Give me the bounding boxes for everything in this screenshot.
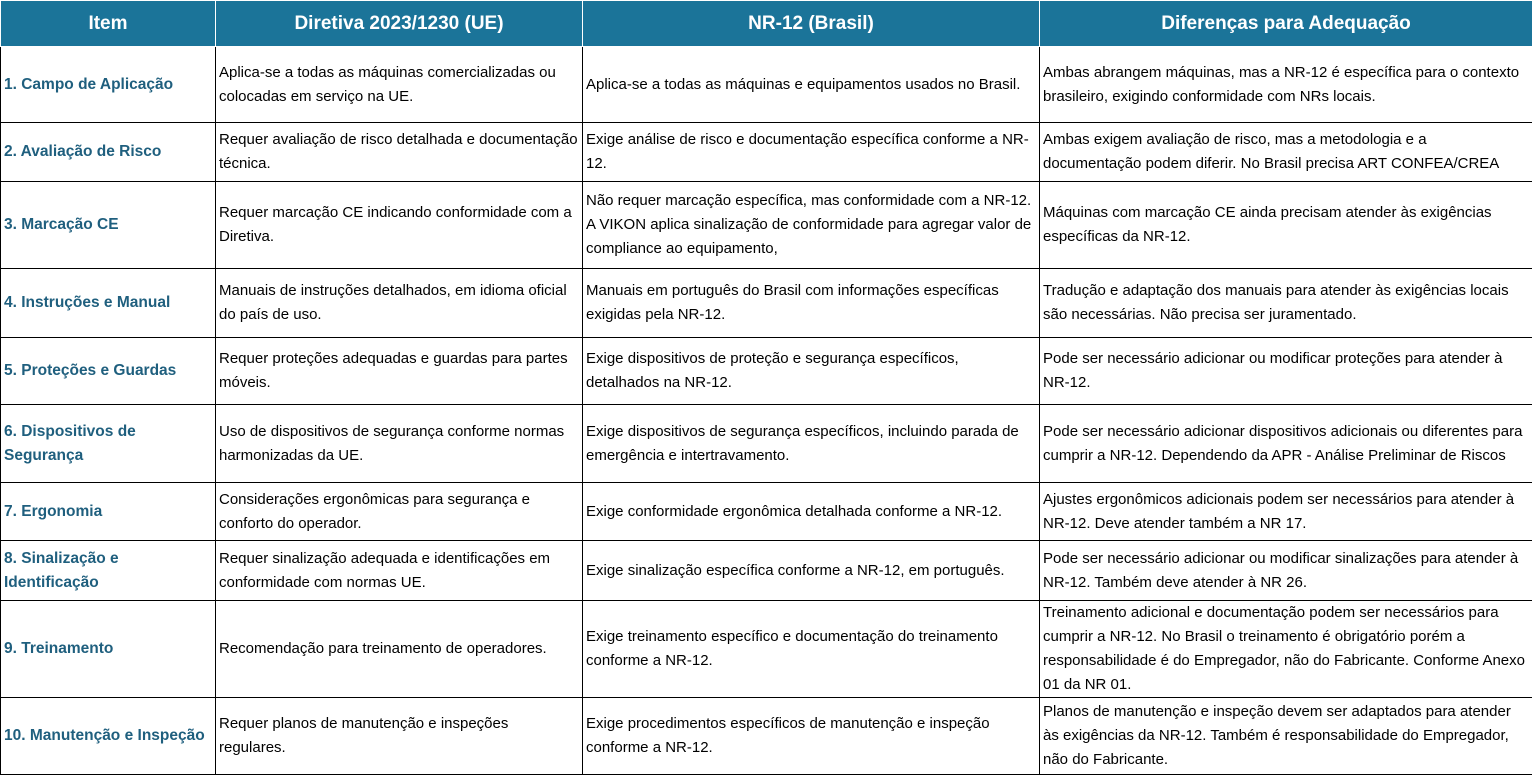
diretiva-cell: Uso de dispositivos de segurança conforme normas harmonizadas da UE. — [216, 405, 583, 483]
diretiva-cell: Requer marcação CE indicando conformidade com a Diretiva. — [216, 182, 583, 269]
diferencas-cell: Pode ser necessário adicionar ou modificar proteções para atender à NR-12. — [1040, 338, 1532, 405]
item-cell: 10. Manutenção e Inspeção — [1, 698, 216, 775]
nr12-cell: Exige treinamento específico e documentação do treinamento conforme a NR-12. — [583, 601, 1040, 698]
header-diretiva: Diretiva 2023/1230 (UE) — [216, 1, 583, 47]
table-row — [1, 541, 1532, 601]
nr12-cell: Exige sinalização específica conforme a NR-12, em português. — [583, 541, 1040, 601]
table-row — [1, 698, 1532, 775]
diferencas-cell: Tradução e adaptação dos manuais para atender às exigências locais são necessárias. Não precisa ser juramentado. — [1040, 269, 1532, 338]
item-cell: 6. Dispositivos de Segurança — [1, 405, 216, 483]
item-cell: 4. Instruções e Manual — [1, 269, 216, 338]
item-cell: 9. Treinamento — [1, 601, 216, 698]
diferencas-cell: Ajustes ergonômicos adicionais podem ser necessários para atender à NR-12. Deve atender também a NR 17. — [1040, 483, 1532, 541]
nr12-cell: Exige procedimentos específicos de manutenção e inspeção conforme a NR-12. — [583, 698, 1040, 775]
table-row — [1, 338, 1532, 405]
table-body — [1, 47, 1532, 775]
nr12-cell: Manuais em português do Brasil com informações específicas exigidas pela NR-12. — [583, 269, 1040, 338]
nr12-cell: Exige conformidade ergonômica detalhada conforme a NR-12. — [583, 483, 1040, 541]
item-cell: 2. Avaliação de Risco — [1, 123, 216, 182]
header-row — [1, 1, 1532, 47]
table-row — [1, 269, 1532, 338]
nr12-cell: Exige dispositivos de proteção e segurança específicos, detalhados na NR-12. — [583, 338, 1040, 405]
diretiva-cell: Considerações ergonômicas para segurança e conforto do operador. — [216, 483, 583, 541]
table-row — [1, 182, 1532, 269]
nr12-cell: Exige dispositivos de segurança específicos, incluindo parada de emergência e intertravamento. — [583, 405, 1040, 483]
diferencas-cell: Treinamento adicional e documentação podem ser necessários para cumprir a NR-12. No Brasil o treinamento é obrigatório porém a responsabilidade é do Empregador, não do Fabricante. Conforme Anexo 01 da NR 01. — [1040, 601, 1532, 698]
item-cell: 3. Marcação CE — [1, 182, 216, 269]
diretiva-cell: Requer avaliação de risco detalhada e documentação técnica. — [216, 123, 583, 182]
diretiva-cell: Requer proteções adequadas e guardas para partes móveis. — [216, 338, 583, 405]
table-row — [1, 483, 1532, 541]
diretiva-cell: Requer sinalização adequada e identificações em conformidade com normas UE. — [216, 541, 583, 601]
diferencas-cell: Ambas abrangem máquinas, mas a NR-12 é específica para o contexto brasileiro, exigindo conformidade com NRs locais. — [1040, 47, 1532, 123]
header-nr12: NR-12 (Brasil) — [583, 1, 1040, 47]
diferencas-cell: Pode ser necessário adicionar dispositivos adicionais ou diferentes para cumprir a NR-12. Dependendo da APR - Análise Preliminar de Riscos — [1040, 405, 1532, 483]
diferencas-cell: Planos de manutenção e inspeção devem ser adaptados para atender às exigências da NR-12. Também é responsabilidade do Empregador, não do Fabricante. — [1040, 698, 1532, 775]
diferencas-cell: Pode ser necessário adicionar ou modificar sinalizações para atender à NR-12. Também deve atender à NR 26. — [1040, 541, 1532, 601]
diferencas-cell: Máquinas com marcação CE ainda precisam atender às exigências específicas da NR-12. — [1040, 182, 1532, 269]
table-row — [1, 405, 1532, 483]
nr12-cell: Aplica-se a todas as máquinas e equipamentos usados no Brasil. — [583, 47, 1040, 123]
table-row — [1, 47, 1532, 123]
table-row — [1, 123, 1532, 182]
nr12-cell: Não requer marcação específica, mas conformidade com a NR-12. A VIKON aplica sinalização de conformidade para agregar valor de compliance ao equipamento, — [583, 182, 1040, 269]
diferencas-cell: Ambas exigem avaliação de risco, mas a metodologia e a documentação podem diferir. No Brasil precisa ART CONFEA/CREA — [1040, 123, 1532, 182]
diretiva-cell: Requer planos de manutenção e inspeções regulares. — [216, 698, 583, 775]
diretiva-cell: Aplica-se a todas as máquinas comercializadas ou colocadas em serviço na UE. — [216, 47, 583, 123]
item-cell: 8. Sinalização e Identificação — [1, 541, 216, 601]
diretiva-cell: Manuais de instruções detalhados, em idioma oficial do país de uso. — [216, 269, 583, 338]
item-cell: 5. Proteções e Guardas — [1, 338, 216, 405]
item-cell: 1. Campo de Aplicação — [1, 47, 216, 123]
diretiva-cell: Recomendação para treinamento de operadores. — [216, 601, 583, 698]
nr12-cell: Exige análise de risco e documentação específica conforme a NR-12. — [583, 123, 1040, 182]
item-cell: 7. Ergonomia — [1, 483, 216, 541]
header-diferencas: Diferenças para Adequação — [1040, 1, 1532, 47]
header-item: Item — [1, 1, 216, 47]
table-row — [1, 601, 1532, 698]
table-header — [1, 1, 1532, 47]
